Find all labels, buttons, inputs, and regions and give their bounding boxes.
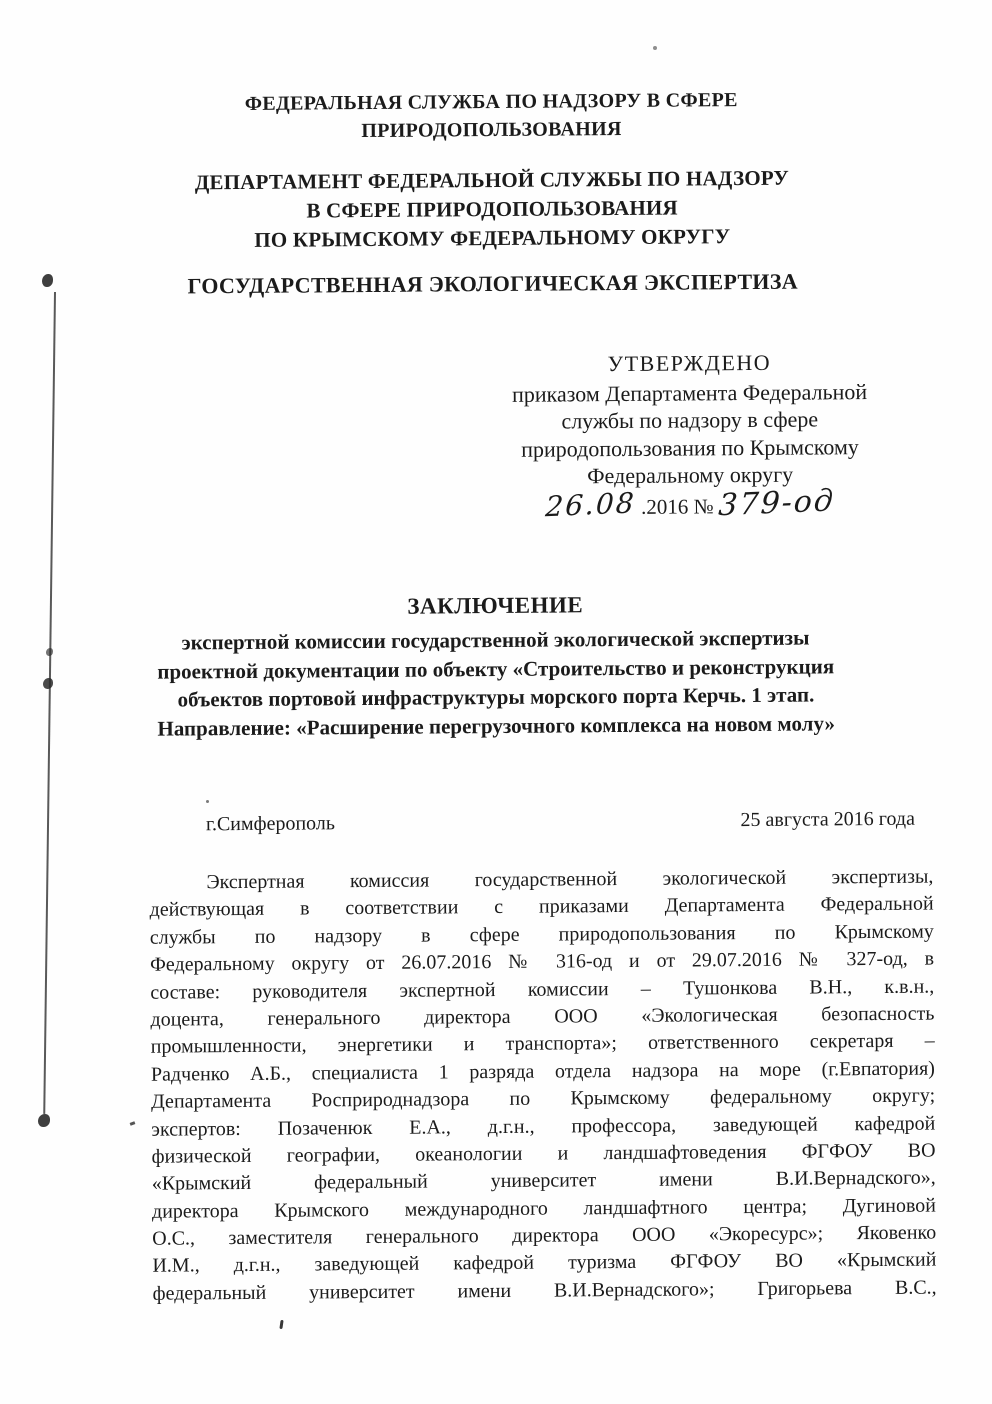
department-header	[62, 163, 923, 257]
approval-line: Федеральному округу	[587, 461, 794, 489]
approval-line: природопользования по Крымскому	[521, 433, 859, 462]
body-paragraph	[149, 864, 936, 1308]
body-line: действующая в соответствии с приказами Департамента Федеральной	[149, 892, 934, 922]
printed-year-number-sign: .2016 №	[640, 493, 714, 519]
handwritten-order-number: 379-од	[717, 482, 837, 523]
approval-line: службы по надзору в сфере	[561, 406, 819, 434]
body-line: «Крымский федеральный университет имени В.И.Вернадского»,	[151, 1166, 936, 1196]
document-subtitle-line: проектной документации по объекту «Строительство и реконструкция	[157, 653, 835, 684]
body-line: Департамента Росприроднадзора по Крымскому федеральному округу;	[151, 1084, 936, 1113]
body-line: физической географии, океанологии и ландшафтоведения ФГФОУ ВО	[151, 1139, 936, 1168]
body-line: О.С., заместителя генерального директора ООО «Экоресурс»; Яковенко	[152, 1221, 937, 1250]
body-line: И.М., д.г.н., заведующей кафедрой туризма ФГФОУ ВО «Крымский	[152, 1249, 937, 1278]
agency-name-line1: ФЕДЕРАЛЬНАЯ СЛУЖБА ПО НАДЗОРУ В СФЕРЕ	[244, 89, 738, 115]
handwritten-date: 26.08	[544, 485, 637, 523]
approval-label: УТВЕРЖДЕНО	[607, 349, 772, 377]
expertise-title: ГОСУДАРСТВЕННАЯ ЭКОЛОГИЧЕСКАЯ ЭКСПЕРТИЗА	[187, 268, 798, 299]
body-line: доцента, генерального директора ООО «Экологическая безопасность	[150, 1002, 935, 1031]
conclusion-title-block	[99, 590, 892, 743]
body-line: экспертов: Позаченюк Е.А., д.г.н., профессора, заведующей кафедрой	[151, 1112, 936, 1141]
body-line: Федеральному округу от 26.07.2016 № 316-од и от 29.07.2016 № 327-од, в	[149, 947, 935, 976]
document-subtitle-line: экспертной комиссии государственной экологической экспертизы	[181, 625, 810, 655]
agency-header	[91, 85, 891, 147]
department-name-line2: В СФЕРЕ ПРИРОДОПОЛЬЗОВАНИЯ	[306, 195, 678, 223]
body-line: службы по надзору в сфере природопользования по Крымскому	[149, 920, 934, 949]
approval-stamp-block	[449, 348, 930, 523]
document-title: ЗАКЛЮЧЕНИЕ	[407, 592, 584, 619]
department-name-line3: ПО КРЫМСКОМУ ФЕДЕРАЛЬНОМУ ОКРУГУ	[254, 224, 731, 252]
document-subtitle-line: Направление: «Расширение перегрузочного комплекса на новом молу»	[157, 710, 836, 741]
body-line: составе: руководителя экспертной комиссии – Тушонкова В.Н., к.в.н.,	[150, 975, 935, 1004]
body-line: Экспертная комиссия государственной экологической экспертизы,	[206, 865, 934, 894]
approval-line: приказом Департамента Федеральной	[511, 378, 868, 407]
document-subtitle-line: объектов портовой инфраструктуры морского порта Керчь. 1 этап.	[177, 682, 815, 712]
approval-date-line	[450, 482, 930, 523]
body-line: промышленности, энергетики и транспорта»; ответственного секретаря –	[150, 1029, 935, 1059]
agency-name-line2: ПРИРОДОПОЛЬЗОВАНИЯ	[361, 117, 622, 143]
body-line: Радченко А.Б., специалиста 1 разряда отдела надзора на море (г.Евпатория)	[150, 1057, 935, 1086]
document-city: г.Симферополь	[205, 812, 336, 836]
place-date-row	[206, 808, 915, 837]
document-date: 25 августа 2016 года	[740, 807, 916, 832]
body-line: федеральный университет имени В.И.Вернадского»; Григорьева В.С.,	[152, 1276, 937, 1305]
department-name-line1: ДЕПАРТАМЕНТ ФЕДЕРАЛЬНОЙ СЛУЖБЫ ПО НАДЗОРУ	[194, 165, 790, 195]
body-line: директора Крымского международного ландшафтного центра; Дугиновой	[151, 1194, 937, 1223]
